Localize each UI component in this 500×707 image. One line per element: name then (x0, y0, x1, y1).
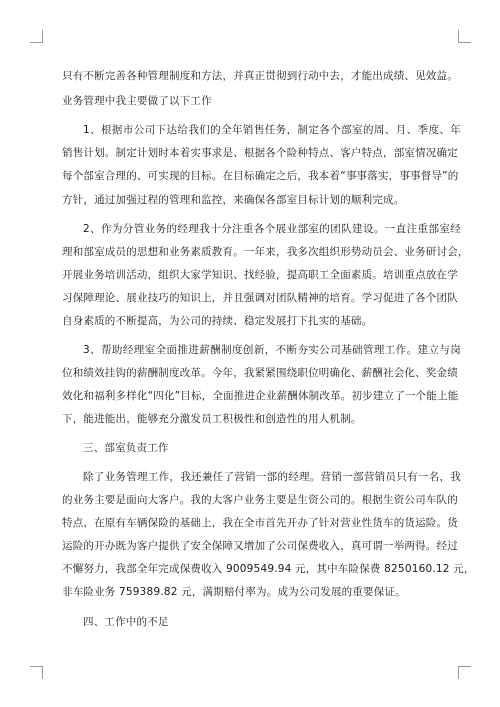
crop-mark-bottom-right (458, 666, 471, 679)
crop-mark-top-right (458, 30, 471, 43)
text-line: 习保障理论、展业技巧的知识上，并且强调对团队精神的培育。学习促进了各个团队 (62, 292, 458, 304)
text-line: 自身素质的不断提高，为公司的持续、稳定发展打下扎实的基础。 (62, 315, 373, 327)
text-line: 每个部室合理的、可实现的目标。在目标确定之后，我本着“事事落实，事事督导”的 (62, 170, 459, 182)
crop-mark-top-left (30, 30, 43, 43)
text-line: 2、作为分管业务的经理我十分注重各个展业部室的团队建设。一直注重部室经 (83, 223, 461, 235)
text-line: 位和绩效挂钩的薪酬制度改革。今年，我紧紧围绕职位明确化、薪酬社会化、奖金绩 (62, 367, 458, 379)
text-line: 不懈努力，我部全年完成保费收入 9009549.94 元，其中车险保费 8250160.12 元， (62, 563, 475, 575)
text-line: 开展业务培训活动，组织大家学知识、找经验，提高职工全面素质。培训重点放在学 (62, 269, 458, 281)
text-line: 的业务主要是面向大客户。我的大客户业务主要是生资公司的。根据生资公司车队的 (62, 494, 458, 506)
text-line: 运险的开办既为客户提供了安全保障又增加了公司保费收入，真可谓一举两得。经过 (62, 540, 458, 552)
section-heading: 三、部室负责工作 (83, 442, 169, 454)
text-line: 1、根据市公司下达给我们的全年销售任务，制定各个部室的周、月、季度、年 (83, 124, 461, 136)
text-line: 3、帮助经理室全面推进薪酬制度创新，不断夯实公司基础管理工作。建立与岗 (83, 344, 461, 356)
section-heading: 业务管理中我主要做了以下工作 (62, 95, 212, 107)
text-line: 非车险业务 759389.82 元，满期赔付率为。成为公司发展的重要保证。 (62, 586, 406, 598)
crop-mark-bottom-left (30, 666, 43, 679)
text-line: 销售计划。制定计划时本着实事求是、根据各个险种特点、客户特点，部室情况确定 (62, 147, 458, 159)
text-line: 理和部室成员的思想和业务素质教育。一年来，我多次组织形势动员会、业务研讨会， (62, 246, 469, 258)
text-line: 特点，在原有车辆保险的基础上，我在全市首先开办了针对营业性货车的货运险。货 (62, 517, 458, 529)
text-line: 只有不断完善各种管理制度和方法，并真正贯彻到行动中去，才能出成绩、见效益。 (62, 70, 458, 82)
text-line: 除了业务管理工作，我还兼任了营销一部的经理。营销一部营销员只有一名，我 (83, 471, 461, 483)
section-heading: 四、工作中的不足 (83, 616, 169, 628)
text-line: 效化和福利多样化“四化”目标，全面推进企业薪酬体制改革。初步建立了一个能上能 (62, 390, 459, 402)
text-line: 下，能进能出，能够充分激发员工积极性和创造性的用人机制。 (62, 413, 362, 425)
text-line: 方针，通过加强过程的管理和监控，来确保各部室目标计划的顺利完成。 (62, 194, 405, 206)
